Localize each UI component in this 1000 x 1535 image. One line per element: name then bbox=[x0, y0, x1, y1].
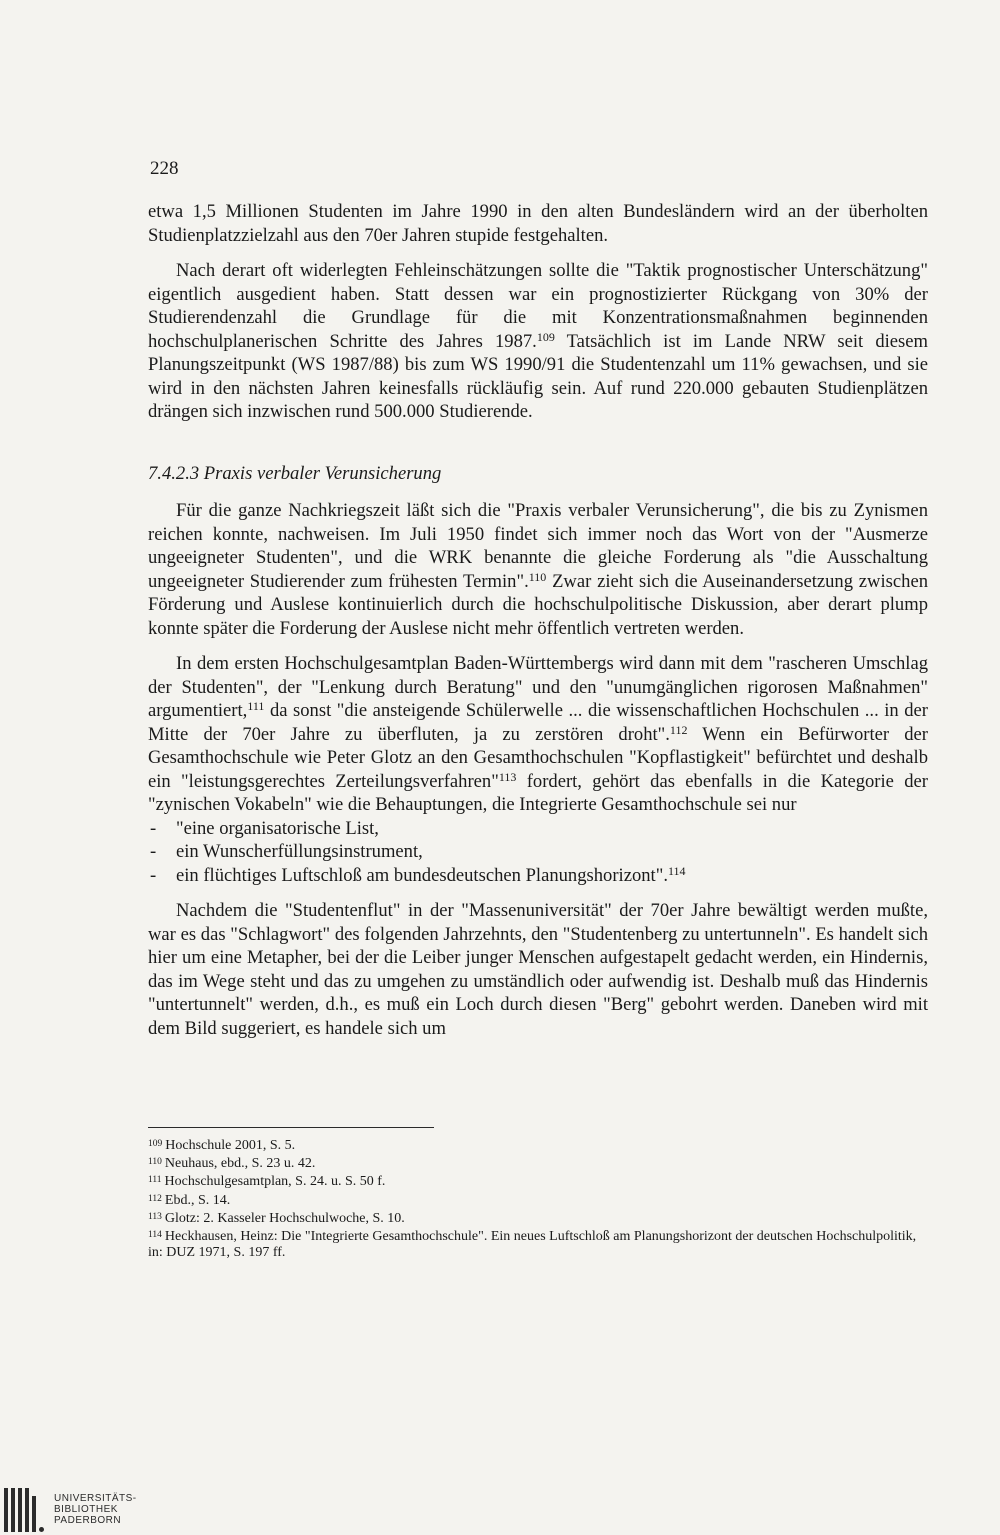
body-text bbox=[148, 200, 928, 1052]
footnote-text: Hochschulgesamtplan, S. 24. u. S. 50 f. bbox=[164, 1174, 386, 1190]
footnote-text: Heckhausen, Heinz: Die "Integrierte Gesamthochschule". Ein neues Luftschloß am Planungshorizont der deutschen Hochschulpolitik, in: DUZ 1971, S. 197 ff. bbox=[148, 1229, 917, 1261]
footnote-ref-111[interactable]: 111 bbox=[247, 699, 265, 713]
footnote-ref-110[interactable]: 110 bbox=[528, 569, 547, 584]
list-item-text: "eine organisatorische List, bbox=[176, 817, 379, 839]
logo-line-3: PADERBORN bbox=[54, 1515, 122, 1526]
footnote-ref-112[interactable]: 112 bbox=[669, 722, 688, 737]
dash-marker: - bbox=[150, 864, 157, 886]
paragraph-4-text-b: da sonst "die ansteigende Schülerwelle ... die wissenschaftlichen Hochschulen ... in der Mitte der 70er Jahre zu überfluten, ja zu zerstören droht". bbox=[148, 700, 928, 745]
footnote-text: Neuhaus, ebd., S. 23 u. 42. bbox=[164, 1156, 316, 1172]
library-logo bbox=[0, 1484, 170, 1535]
footnote-item bbox=[148, 1154, 928, 1172]
list-item bbox=[148, 840, 928, 864]
paragraph-3 bbox=[148, 499, 928, 640]
footnote-text: Ebd., S. 14. bbox=[164, 1192, 231, 1208]
footnote-ref-113[interactable]: 113 bbox=[498, 769, 517, 784]
paragraph-1: etwa 1,5 Millionen Studenten im Jahre 1990 in den alten Bundesländern wird an der überholten Studienplatzzielzahl aus den 70er Jahren stupide festgehalten. bbox=[148, 201, 928, 246]
footnote-number: 114 bbox=[148, 1230, 162, 1241]
quote-list bbox=[148, 817, 928, 888]
logo-line-1: UNIVERSITÄTS- bbox=[54, 1493, 137, 1504]
section-heading: 7.4.2.3 Praxis verbaler Verunsicherung bbox=[148, 462, 442, 484]
paragraph-3-text-b: Zwar zieht sich die Auseinandersetzung zwischen Förderung und Auslese kontinuierlich durch die hochschulpolitische Diskussion, aber derart plump konnte später die Forderung der Auslese nicht mehr öffentlich vertreten werden. bbox=[148, 570, 928, 639]
logo-bars-icon bbox=[4, 1488, 44, 1532]
footnote-ref-109[interactable]: 109 bbox=[536, 329, 555, 344]
page-number: 228 bbox=[150, 158, 179, 179]
logo-text bbox=[54, 1493, 137, 1526]
footnote-number: 113 bbox=[148, 1211, 162, 1222]
paragraph-2-text-b: Tatsächlich ist im Lande NRW seit diesem Planungszeitpunkt (WS 1987/88) bis zum WS 1990/91 die Studentenzahl um 11% gewachsen, und sie wird in den nächsten Jahren keinesfalls rückläufig sein. Auf rund 220.000 gebauten Studienplätzen drängen sich inzwischen rund 500.000 Studierende. bbox=[148, 330, 928, 422]
list-item bbox=[148, 817, 928, 841]
paragraph-2 bbox=[148, 259, 928, 424]
footnote-text: Hochschule 2001, S. 5. bbox=[165, 1138, 296, 1153]
footnote-item bbox=[148, 1172, 928, 1190]
paragraph-2-text-a: Nach derart oft widerlegten Fehleinschätzungen sollte die "Taktik prognostischer Unterschätzung" eigentlich ausgedient haben. Statt dessen war ein prognostizierter Rückgang von 30% der Studierendenzahl die Grundlage für die mit Konzentrationsmaßnahmen beginnenden hochschulplanerischen Schritte des Jahres 1987. bbox=[148, 260, 928, 352]
paragraph-4-text-c: Wenn ein Befürworter der Gesamthochschule wie Peter Glotz an den Gesamthochschulen "Kopflastigkeit" befürchtet und deshalb ein "leistungsgerechtes Zerteilungsverfahren" bbox=[148, 723, 928, 792]
paragraph-3-text-a: Für die ganze Nachkriegszeit läßt sich die "Praxis verbaler Verunsicherung", die bis zu Zynismen reichen konnte, nachweisen. Im Juli 1950 findet sich immer noch das Wort von der "Ausmerze ungeeigneter Studenten", und die WRK benannte die gleiche Forderung als "die Ausschaltung ungeeigneter Studierender zum frühesten Termin". bbox=[148, 500, 928, 592]
list-item bbox=[148, 864, 928, 888]
footnote-ref-114[interactable]: 114 bbox=[667, 863, 686, 878]
footnote-item bbox=[148, 1136, 928, 1154]
footnote-text: Glotz: 2. Kasseler Hochschulwoche, S. 10. bbox=[164, 1210, 405, 1226]
dash-marker: - bbox=[150, 817, 157, 839]
dash-marker: - bbox=[150, 841, 157, 862]
footnote-divider bbox=[148, 1127, 434, 1128]
paragraph-4 bbox=[148, 652, 928, 817]
paragraph-5: Nachdem die "Studentenflut" in der "Massenuniversität" der 70er Jahre bewältigt werden mußte, war es das "Schlagwort" des folgenden Jahrzehnts, den "Studentenberg zu untertunneln". Es handelt sich hier um eine Metapher, bei der die Leiber junger Menschen aufgestapelt gedacht werden, ein Hindernis, das im Wege steht und das zu umgehen zu umständlich oder aufwendig ist. Deshalb muß das Hindernis "untertunnelt" werden, d.h., es muß ein Loch durch diesen "Berg" gebohrt werden. Daneben wird mit dem Bild suggeriert, es handele sich um bbox=[148, 900, 928, 1039]
footnote-number: 109 bbox=[148, 1139, 163, 1149]
footnote-item bbox=[148, 1209, 928, 1227]
footnote-number: 110 bbox=[148, 1157, 162, 1168]
list-item-text: ein Wunscherfüllungsinstrument, bbox=[176, 841, 423, 862]
footnote-number: 112 bbox=[148, 1193, 162, 1204]
paragraph-4-text-a: In dem ersten Hochschulgesamtplan Baden-Württembergs wird dann mit dem "rascheren Umschlag der Studenten", der "Lenkung durch Beratung" und den "unumgänglichen rigorosen Maßnahmen" argumentiert, bbox=[148, 653, 928, 721]
footnote-item bbox=[148, 1191, 928, 1209]
paragraph-4-text-d: fordert, gehört das ebenfalls in die Kategorie der "zynischen Vokabeln" wie die Behauptungen, die Integrierte Gesamthochschule sei nur bbox=[148, 770, 928, 815]
footnote-item bbox=[148, 1227, 928, 1261]
footnotes bbox=[148, 1136, 928, 1261]
logo-line-2: BIBLIOTHEK bbox=[54, 1504, 118, 1515]
list-item-text: ein flüchtiges Luftschloß am bundesdeutschen Planungshorizont". bbox=[176, 864, 668, 886]
footnote-number: 111 bbox=[148, 1175, 162, 1186]
